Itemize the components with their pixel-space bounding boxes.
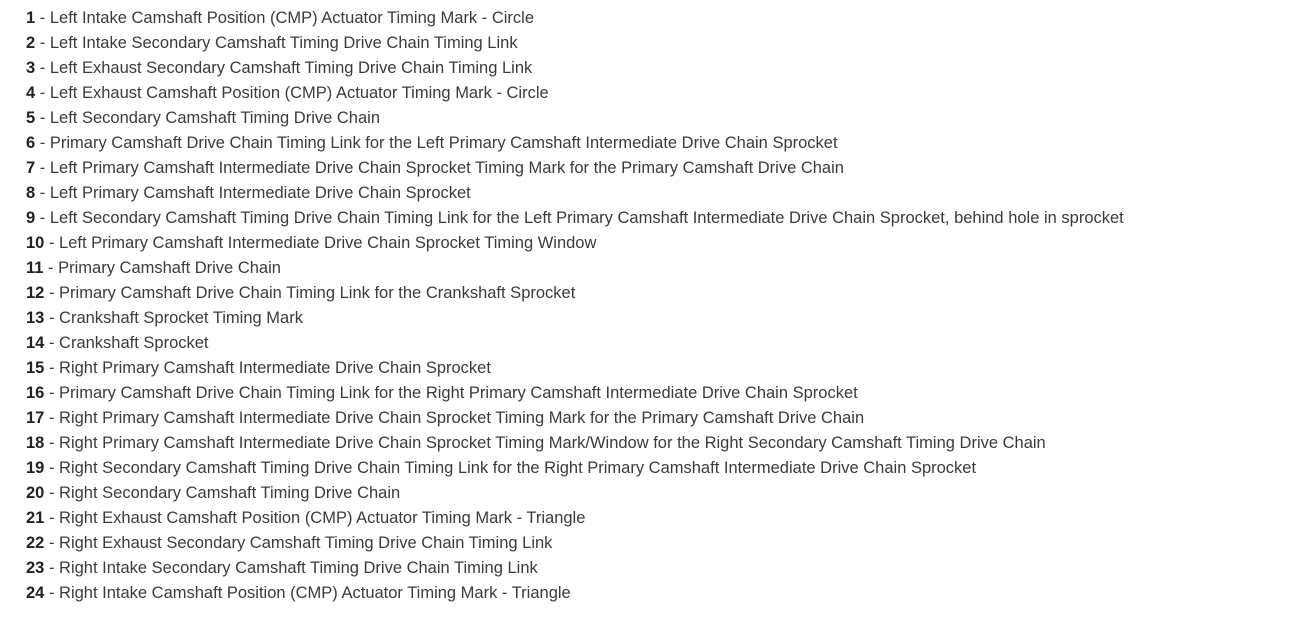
legend-item <box>26 6 1124 31</box>
legend-item <box>26 256 1124 281</box>
legend-item-number: 4 <box>26 84 36 102</box>
legend-item-text: Primary Camshaft Drive Chain <box>58 259 281 277</box>
legend-item <box>26 81 1124 106</box>
legend-item-separator: - <box>35 34 50 52</box>
legend-item-text: Left Intake Secondary Camshaft Timing Drive Chain Timing Link <box>49 34 518 52</box>
legend-item-text: Left Exhaust Camshaft Position (CMP) Actuator Timing Mark - Circle <box>49 84 549 102</box>
legend-item <box>26 231 1124 256</box>
legend-item-number: 11 <box>26 259 44 277</box>
legend-item-text: Left Intake Camshaft Position (CMP) Actuator Timing Mark - Circle <box>49 9 535 27</box>
legend-item-text: Right Intake Secondary Camshaft Timing Drive Chain Timing Link <box>59 559 538 577</box>
legend-item-number: 15 <box>26 359 45 377</box>
legend-item <box>26 56 1124 81</box>
legend-item-number: 23 <box>26 559 45 577</box>
legend-item-separator: - <box>44 434 60 452</box>
legend-item <box>26 481 1124 506</box>
legend-item-number: 17 <box>26 409 45 427</box>
legend-item-separator: - <box>35 209 50 227</box>
legend-item-number: 1 <box>26 9 36 27</box>
legend-item-text: Left Primary Camshaft Intermediate Drive Chain Sprocket Timing Window <box>59 234 597 252</box>
legend-item-separator: - <box>44 334 60 352</box>
legend-item <box>26 531 1124 556</box>
legend-item <box>26 131 1124 156</box>
legend-item-number: 9 <box>26 209 36 227</box>
legend-item-separator: - <box>35 134 50 152</box>
legend-item-number: 2 <box>26 34 36 52</box>
legend-item <box>26 381 1124 406</box>
legend-item-number: 5 <box>26 109 36 127</box>
legend-item-text: Right Secondary Camshaft Timing Drive Chain <box>59 484 401 502</box>
legend-item-separator: - <box>44 309 60 327</box>
legend-item <box>26 431 1124 456</box>
legend-item-separator: - <box>44 509 60 527</box>
legend-item-number: 13 <box>26 309 45 327</box>
legend-item-separator: - <box>35 184 50 202</box>
legend-item-number: 16 <box>26 384 45 402</box>
legend-item-number: 20 <box>26 484 45 502</box>
legend-item <box>26 306 1124 331</box>
legend-item-separator: - <box>44 459 60 477</box>
legend-item-text: Left Secondary Camshaft Timing Drive Chain Timing Link for the Left Primary Camshaft Intermediate Drive Chain Sprocket, behind hole in sprocket <box>49 209 1124 227</box>
legend-item-number: 10 <box>26 234 45 252</box>
legend-item <box>26 206 1124 231</box>
legend-item-separator: - <box>35 9 50 27</box>
legend-item-text: Crankshaft Sprocket <box>59 334 209 352</box>
legend-item-text: Left Secondary Camshaft Timing Drive Chain <box>49 109 381 127</box>
legend-item <box>26 406 1124 431</box>
legend-item-separator: - <box>44 234 60 252</box>
legend-item-separator: - <box>35 159 50 177</box>
legend-item-text: Right Intake Camshaft Position (CMP) Actuator Timing Mark - Triangle <box>59 584 571 602</box>
legend-item-text: Right Exhaust Secondary Camshaft Timing Drive Chain Timing Link <box>59 534 553 552</box>
legend-item-separator: - <box>44 284 60 302</box>
legend-item-text: Primary Camshaft Drive Chain Timing Link for the Right Primary Camshaft Intermediate Drive Chain Sprocket <box>59 384 858 402</box>
legend-item-separator: - <box>44 484 60 502</box>
legend-item-separator: - <box>44 584 60 602</box>
legend-item-text: Left Primary Camshaft Intermediate Drive Chain Sprocket Timing Mark for the Primary Camshaft Drive Chain <box>49 159 844 177</box>
legend-item-number: 12 <box>26 284 45 302</box>
legend-item-text: Right Secondary Camshaft Timing Drive Chain Timing Link for the Right Primary Camshaft Intermediate Drive Chain Sprocket <box>59 459 977 477</box>
legend-item-number: 24 <box>26 584 45 602</box>
legend-item <box>26 356 1124 381</box>
legend-item-separator: - <box>35 84 50 102</box>
legend-item-text: Primary Camshaft Drive Chain Timing Link for the Crankshaft Sprocket <box>59 284 576 302</box>
legend-item-text: Left Exhaust Secondary Camshaft Timing Drive Chain Timing Link <box>49 59 533 77</box>
legend-item <box>26 456 1124 481</box>
legend-item <box>26 581 1124 606</box>
legend-item-separator: - <box>43 259 59 277</box>
legend-item-text: Right Primary Camshaft Intermediate Drive Chain Sprocket Timing Mark/Window for the Right Secondary Camshaft Timing Drive Chain <box>59 434 1046 452</box>
legend-item-number: 22 <box>26 534 45 552</box>
legend-item <box>26 31 1124 56</box>
legend-item-text: Right Primary Camshaft Intermediate Drive Chain Sprocket <box>59 359 491 377</box>
legend-item <box>26 331 1124 356</box>
legend-item-number: 18 <box>26 434 45 452</box>
legend-item-text: Primary Camshaft Drive Chain Timing Link for the Left Primary Camshaft Intermediate Drive Chain Sprocket <box>49 134 838 152</box>
legend-item <box>26 506 1124 531</box>
legend-item-separator: - <box>35 109 50 127</box>
legend-item <box>26 106 1124 131</box>
component-legend-list <box>26 6 1124 606</box>
legend-item-number: 19 <box>26 459 45 477</box>
legend-item-text: Left Primary Camshaft Intermediate Drive Chain Sprocket <box>49 184 471 202</box>
legend-item <box>26 281 1124 306</box>
legend-item-number: 21 <box>26 509 45 527</box>
legend-item-text: Right Exhaust Camshaft Position (CMP) Actuator Timing Mark - Triangle <box>59 509 586 527</box>
legend-item-number: 8 <box>26 184 36 202</box>
legend-item-number: 14 <box>26 334 45 352</box>
legend-item-number: 6 <box>26 134 36 152</box>
legend-item-number: 3 <box>26 59 36 77</box>
legend-item-separator: - <box>35 59 50 77</box>
legend-item <box>26 181 1124 206</box>
legend-item-text: Right Primary Camshaft Intermediate Drive Chain Sprocket Timing Mark for the Primary Camshaft Drive Chain <box>59 409 865 427</box>
legend-item-separator: - <box>44 384 60 402</box>
legend-item-separator: - <box>44 409 60 427</box>
legend-item-separator: - <box>44 534 60 552</box>
legend-item-separator: - <box>44 359 60 377</box>
legend-item-number: 7 <box>26 159 36 177</box>
legend-item <box>26 156 1124 181</box>
legend-item-text: Crankshaft Sprocket Timing Mark <box>59 309 303 327</box>
legend-item <box>26 556 1124 581</box>
legend-item-separator: - <box>44 559 60 577</box>
